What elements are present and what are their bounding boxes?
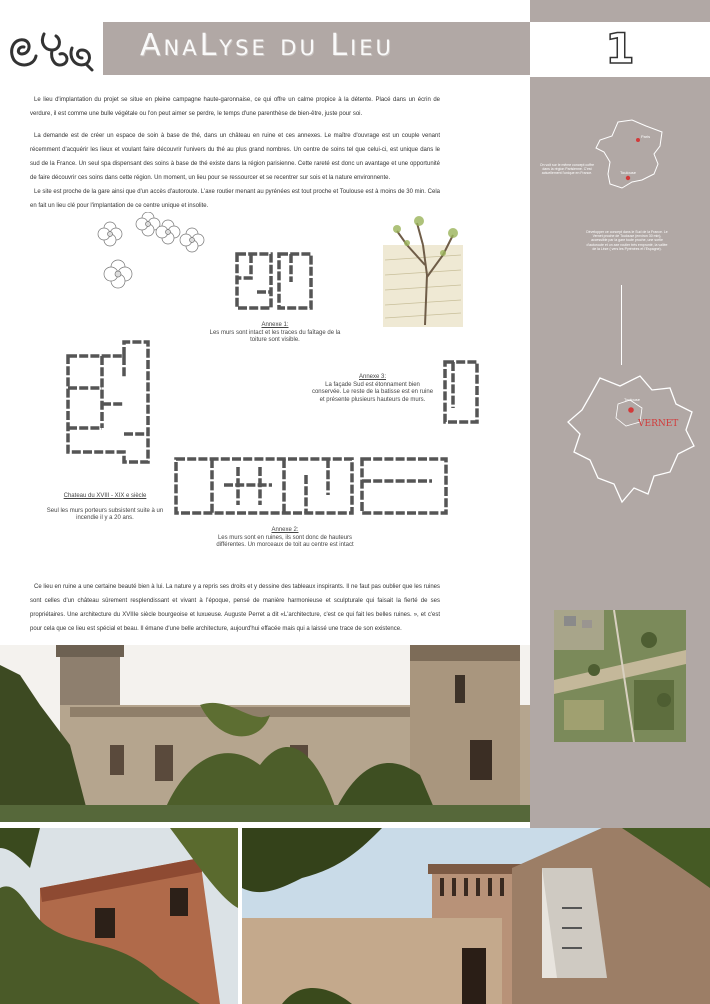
- page-title: AnaLyse du Lieu: [140, 28, 394, 63]
- tree-sketch-icon: [383, 215, 463, 327]
- chateau-text: Seul les murs porteurs subsistent suite à un incendie il y a 20 ans.: [46, 507, 164, 521]
- map2-toulouse-label: Toulouse: [624, 397, 641, 402]
- closing-paragraph: Ce lieu en ruine a une certaine beauté bien à lui. La nature y a repris ses droits et y dessine des tableaux inspirants. Il ne faut pas oublier que les ruines sont celles d'un château sûrement resplendissant et vivant à l'époque, pensé de manière harmonieuse et sculpturale qui faisait la fierté de ses propriétaires. Une architecture du XVIIIe siècle bourgeoise et luxueuse. Auguste Perret a dit «L'architecture, c'est ce qui fait les belles ruines. », et c'est pour cela que ce lieu est spécial et beau. Il émane d'une belle architecture, aujourd'hui effacée mais qui a laissé une trace de son existence.: [30, 584, 440, 632]
- ruin-photo-left: [0, 828, 238, 1004]
- map1-note: On voit sur le même concept coffre dans la région Parisienne. C'est actuellement l'unique en France.: [539, 163, 595, 176]
- annexe3-title: Annexe 3:: [358, 374, 387, 380]
- aerial-photo: [554, 610, 686, 742]
- logo: [0, 20, 100, 77]
- annexe1-plan: [235, 252, 313, 310]
- annexe3-plan: [443, 360, 479, 424]
- annexe1-title: Annexe 1:: [261, 322, 289, 328]
- annexe3-text: La façade Sud est étonnament bien conservée. Le reste de la batisse est en ruine et présente plusieurs hauteurs de murs.: [311, 381, 434, 403]
- chateau-plan: [66, 338, 154, 468]
- annexe2-caption: [215, 527, 355, 550]
- intro-paragraph-3: Le site est proche de la gare ainsi que d'un accès d'autoroute. L'axe routier menant au pyrénées est tout proche et Toulouse est à moins de 30 min. Cela en fait un lieu clé pour l'implantation de ce centre unique et insolite.: [30, 189, 440, 209]
- annexe2-title: Annexe 2:: [271, 527, 299, 533]
- chateau-title: Chateau du XVIII - XIX e siècle: [63, 493, 147, 499]
- vernet-marker: [628, 407, 634, 413]
- annexe1-caption: [205, 322, 345, 345]
- intro-paragraph-1: Le lieu d'implantation du projet se situe en pleine campagne haute-garonnaise, ce qui offre un calme propice à la détente. Placé dans un écrin de verdure, il est comme une bulle végétale ou l'on peut aimer se perdre, le temps d'une parenthèse de bien-être, juste pour soi.: [30, 97, 440, 117]
- paris-marker: [636, 138, 640, 142]
- chateau-caption: [40, 493, 170, 523]
- annexe3-caption: [310, 374, 435, 404]
- logo-glyph-icon: [0, 20, 100, 77]
- sidebar-divider: [621, 285, 622, 365]
- toulouse-marker: [626, 176, 630, 180]
- annexe2-text: Les murs sont en ruines, ils sont donc de hauteurs différentes. Un morceaux de toit au centre est intact: [216, 534, 354, 548]
- flower-sketch-icon: [92, 212, 212, 300]
- annexe1-text: Les murs sont intact et les traces du faîtage de la toiture sont visible.: [209, 329, 341, 343]
- intro-paragraph-2: La demande est de créer un espace de soin à base de thé, dans un château en ruine et ces annexes. Le maître d'ouvrage est un couple venant récemment d'acquérir les lieux et voulant faire découvrir l'univers du thé au plus grand nombres. Un centre de soins tel que celui-ci, est unique dans le sud de la France. Un seul spa dispensant des soins à base de thé existe dans la région parisienne. Cette rareté est donc un avantage et une opportunité de faire découvrir ces soins dans cette région. Un moment, un lieu pour se ressourcer et se recentrer sur sois et la nature environnente.: [30, 133, 440, 181]
- page-number: 1: [605, 24, 635, 73]
- region-map: [560, 368, 700, 508]
- paris-label: Paris: [641, 134, 651, 139]
- toulouse-label: Toulouse: [620, 170, 637, 175]
- chateau-photo: [0, 645, 530, 822]
- closing-text: [30, 580, 440, 636]
- france-map: [592, 118, 672, 192]
- intro-text: [30, 93, 440, 213]
- ruin-photo-right: [242, 828, 710, 1004]
- vernet-label: VERNET: [638, 419, 679, 429]
- annexe2-plan: [172, 455, 448, 517]
- map1-caption: Développer ce concept dans le Sud de la France. Le Vernet proche de Toulouse (environ 30 min), accessible par la gare toute proche, une sortie d'autoroute et un axe routier très emprunté, la vallée de la Lèze ( vers les Pyrénées et l'Espagne).: [586, 230, 668, 251]
